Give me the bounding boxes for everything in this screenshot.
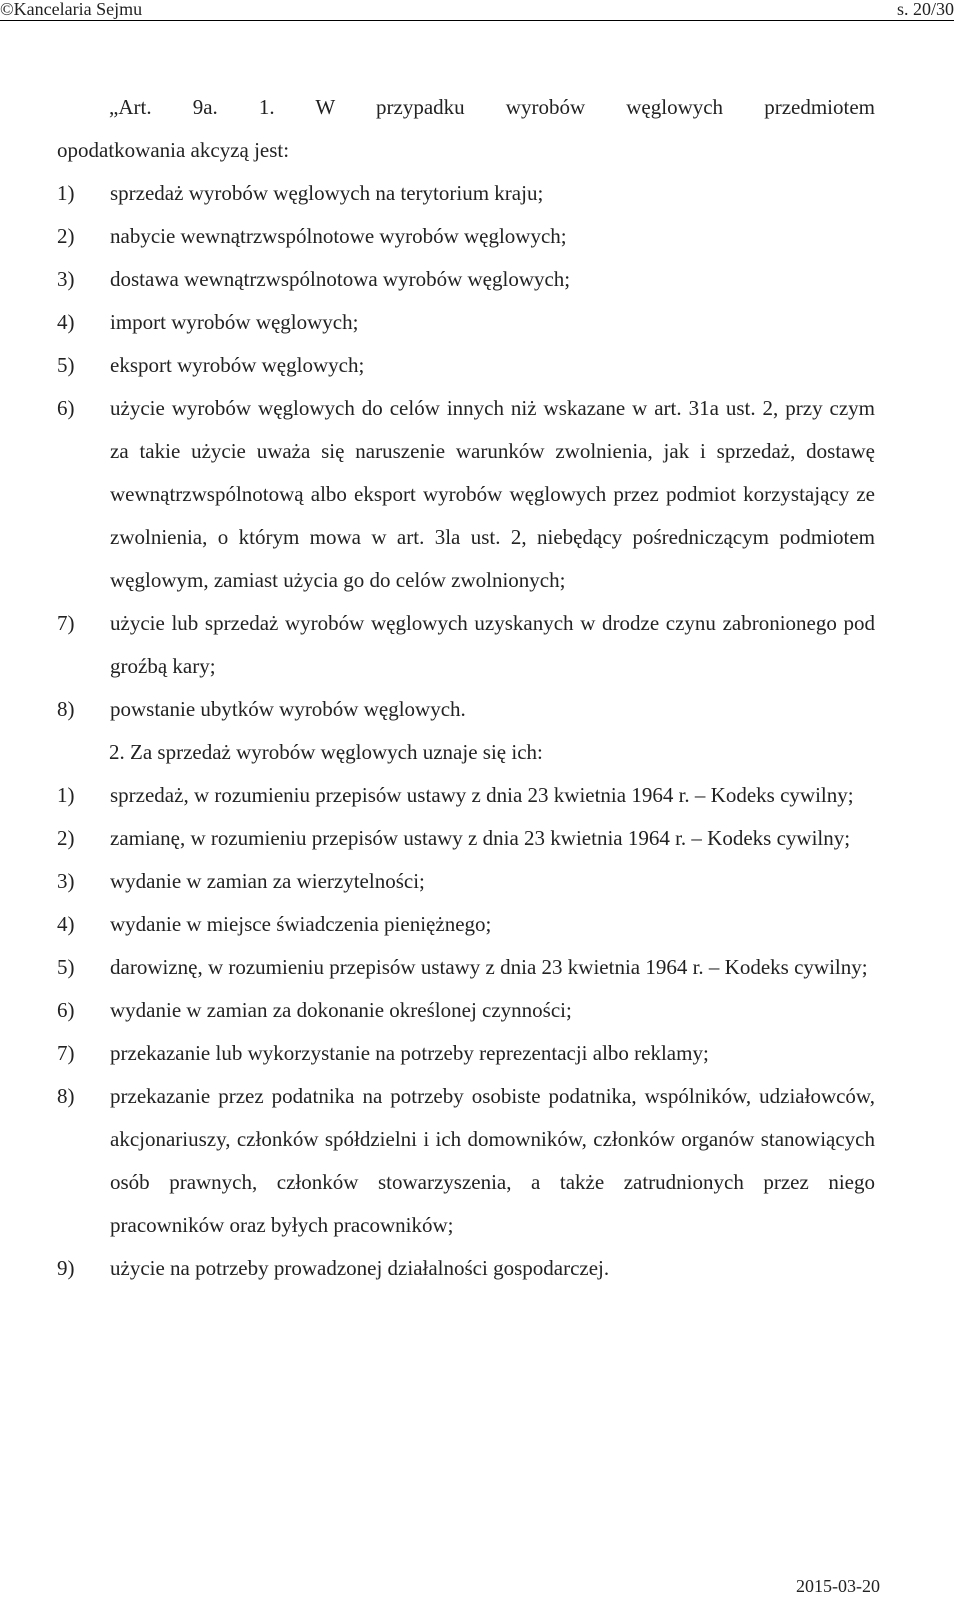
list-item	[57, 817, 875, 860]
list-section-1	[57, 172, 875, 731]
item-number: 8)	[57, 697, 75, 721]
item-text: sprzedaż wyrobów węglowych na terytorium kraju;	[110, 181, 544, 205]
page-number: s. 20/30	[896, 0, 954, 19]
page-header	[0, 0, 960, 23]
item-text: nabycie wewnątrzwspólnotowe wyrobów węglowych;	[110, 224, 567, 248]
list-section-2	[57, 774, 875, 1290]
item-number: 5)	[57, 955, 75, 979]
section-2-heading: 2. Za sprzedaż wyrobów węglowych uznaje się ich:	[109, 740, 543, 764]
item-text: wydanie w zamian za wierzytelności;	[110, 869, 425, 893]
item-text: wydanie w miejsce świadczenia pieniężnego;	[110, 912, 492, 936]
item-number: 8)	[57, 1084, 75, 1108]
item-text: przekazanie lub wykorzystanie na potrzeby reprezentacji albo reklamy;	[110, 1041, 709, 1065]
item-number: 7)	[57, 611, 75, 635]
list-item	[57, 1032, 875, 1075]
header-divider	[0, 20, 954, 21]
list-item	[57, 903, 875, 946]
item-text: zamianę, w rozumieniu przepisów ustawy z dnia 23 kwietnia 1964 r. – Kodeks cywilny;	[110, 826, 851, 850]
header-source: ©Kancelaria Sejmu	[0, 0, 143, 19]
item-text: import wyrobów węglowych;	[110, 310, 359, 334]
item-number: 4)	[57, 912, 75, 936]
list-item	[57, 989, 875, 1032]
article-intro-line2: opodatkowania akcyzą jest:	[57, 138, 290, 162]
item-text: powstanie ubytków wyrobów węglowych.	[110, 697, 466, 721]
document-date: 2015-03-20	[796, 1576, 880, 1596]
item-text: eksport wyrobów węglowych;	[110, 353, 365, 377]
list-item	[57, 946, 875, 989]
item-number: 2)	[57, 826, 75, 850]
list-item	[57, 301, 875, 344]
item-text: darowiznę, w rozumieniu przepisów ustawy z dnia 23 kwietnia 1964 r. – Kodeks cywilny;	[110, 955, 868, 979]
item-text: użycie wyrobów węglowych do celów innych niż wskazane w art. 31a ust. 2, przy czym za takie użycie uważa się naruszenie warunków zwolnienia, jak i sprzedaż, dostawę wewnątrzwspólnotową albo eksport wyrobów węglowych przez podmiot korzystający ze zwolnienia, o którym mowa w art. 3la ust. 2, niebędący pośredniczącym podmiotem węglowym, zamiast użycia go do celów zwolnionych;	[110, 396, 875, 592]
item-text: przekazanie przez podatnika na potrzeby osobiste podatnika, wspólników, udziałowców, akcjonariuszy, członków spółdzielni i ich domowników, członków organów stanowiących osób prawnych, członków stowarzyszenia, a także zatrudnionych przez niego pracowników oraz byłych pracowników;	[110, 1084, 875, 1237]
item-number: 6)	[57, 396, 75, 420]
item-text: wydanie w zamian za dokonanie określonej czynności;	[110, 998, 572, 1022]
list-item	[57, 860, 875, 903]
item-number: 2)	[57, 224, 75, 248]
item-text: dostawa wewnątrzwspólnotowa wyrobów węglowych;	[110, 267, 571, 291]
list-item	[57, 344, 875, 387]
item-number: 5)	[57, 353, 75, 377]
item-number: 6)	[57, 998, 75, 1022]
item-number: 3)	[57, 267, 75, 291]
list-item	[57, 258, 875, 301]
list-item	[57, 1247, 875, 1290]
list-item	[57, 602, 875, 688]
list-item	[57, 387, 875, 602]
document-body	[57, 86, 875, 1290]
list-item	[57, 774, 875, 817]
item-number: 3)	[57, 869, 75, 893]
article-intro-line1: „Art. 9a. 1. W przypadku wyrobów węglowych przedmiotem	[109, 95, 875, 119]
item-text: użycie na potrzeby prowadzonej działalności gospodarczej.	[110, 1256, 610, 1280]
item-number: 1)	[57, 181, 75, 205]
item-text: sprzedaż, w rozumieniu przepisów ustawy z dnia 23 kwietnia 1964 r. – Kodeks cywilny;	[110, 783, 854, 807]
list-item	[57, 688, 875, 731]
item-number: 4)	[57, 310, 75, 334]
item-text: użycie lub sprzedaż wyrobów węglowych uzyskanych w drodze czynu zabronionego pod groźbą kary;	[110, 611, 875, 678]
list-item	[57, 172, 875, 215]
item-number: 1)	[57, 783, 75, 807]
list-item	[57, 1075, 875, 1247]
list-item	[57, 215, 875, 258]
item-number: 7)	[57, 1041, 75, 1065]
item-number: 9)	[57, 1256, 75, 1280]
